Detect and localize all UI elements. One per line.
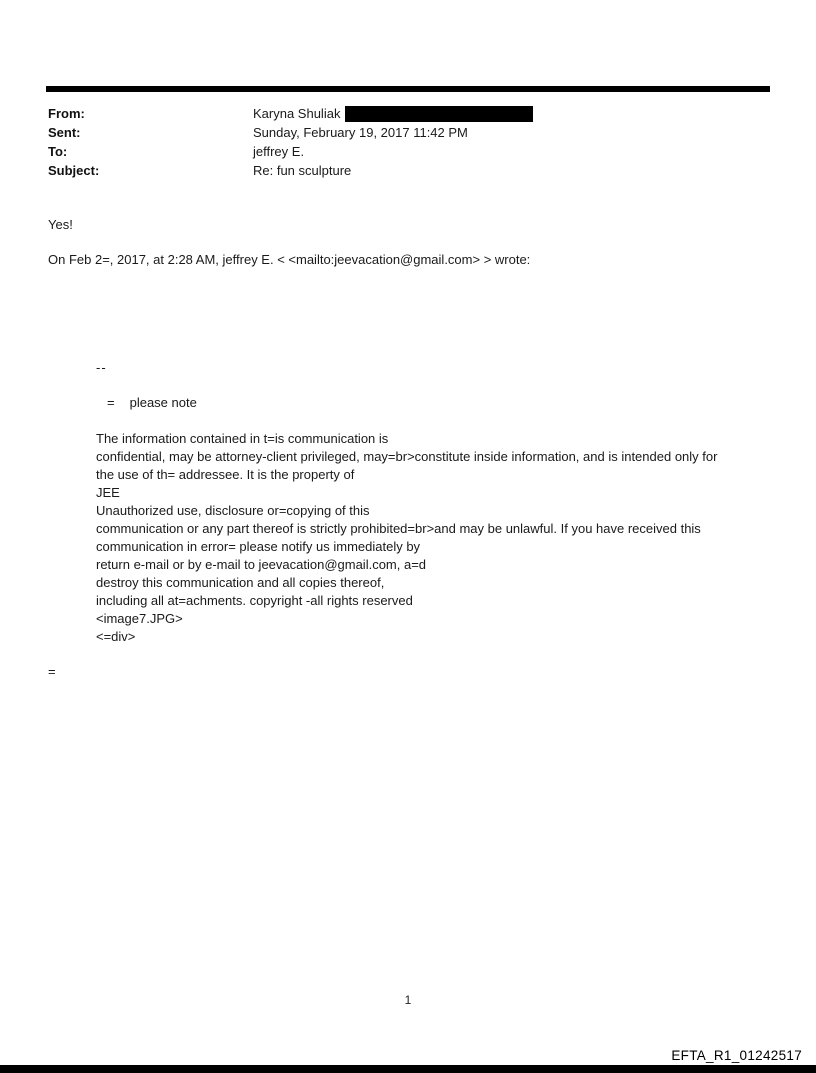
email-header-block [48, 104, 533, 180]
disclaimer-line: destroy this communication and all copies thereof, [96, 575, 385, 590]
signature-separator: -- [96, 360, 107, 375]
note-equals-marker: = [107, 395, 115, 410]
header-label-subject: Subject: [48, 163, 100, 178]
bates-number: EFTA_R1_01242517 [671, 1048, 802, 1063]
header-row-subject [48, 161, 533, 180]
please-note-row [107, 395, 197, 410]
header-divider-rule [46, 86, 770, 92]
page-number: 1 [404, 993, 412, 1007]
disclaimer-line: including all at=achments. copyright -all rights reserved [96, 593, 413, 608]
disclaimer-line: the use of th= addressee. It is the property of [96, 467, 355, 482]
header-value-subject: Re: fun sculpture [253, 163, 352, 178]
redaction-box [345, 106, 533, 122]
disclaimer-line: communication in error= please notify us immediately by [96, 539, 421, 554]
disclaimer-line: return e-mail or by e-mail to jeevacation@gmail.com, a=d [96, 557, 427, 572]
bottom-edge-bar [0, 1065, 816, 1073]
disclaimer-line: confidential, may be attorney-client privileged, may=br>constitute inside information, and is intended only for [96, 449, 718, 464]
disclaimer-line: <image7.JPG> [96, 611, 183, 626]
disclaimer-line: The information contained in t=is communication is [96, 431, 389, 446]
trailing-equals-marker: = [48, 664, 56, 679]
header-label-to: To: [48, 144, 68, 159]
header-value-to: jeffrey E. [253, 144, 305, 159]
disclaimer-block [96, 430, 717, 646]
header-row-from [48, 104, 533, 123]
note-label: please note [129, 395, 197, 410]
header-row-to [48, 142, 533, 161]
disclaimer-line: JEE [96, 485, 120, 500]
header-label-sent: Sent: [48, 125, 81, 140]
quote-attribution-line: On Feb 2=, 2017, at 2:28 AM, jeffrey E. < <mailto:jeevacation@gmail.com> > wrote: [48, 252, 531, 267]
disclaimer-line: Unauthorized use, disclosure or=copying of this [96, 503, 370, 518]
header-value-from: Karyna Shuliak [253, 106, 341, 121]
header-row-sent [48, 123, 533, 142]
disclaimer-line: <=div> [96, 629, 136, 644]
disclaimer-line: communication or any part thereof is strictly prohibited=br>and may be unlawful. If you have received this [96, 521, 701, 536]
header-value-sent: Sunday, February 19, 2017 11:42 PM [253, 125, 468, 140]
reply-text: Yes! [48, 217, 73, 232]
header-label-from: From: [48, 106, 85, 121]
